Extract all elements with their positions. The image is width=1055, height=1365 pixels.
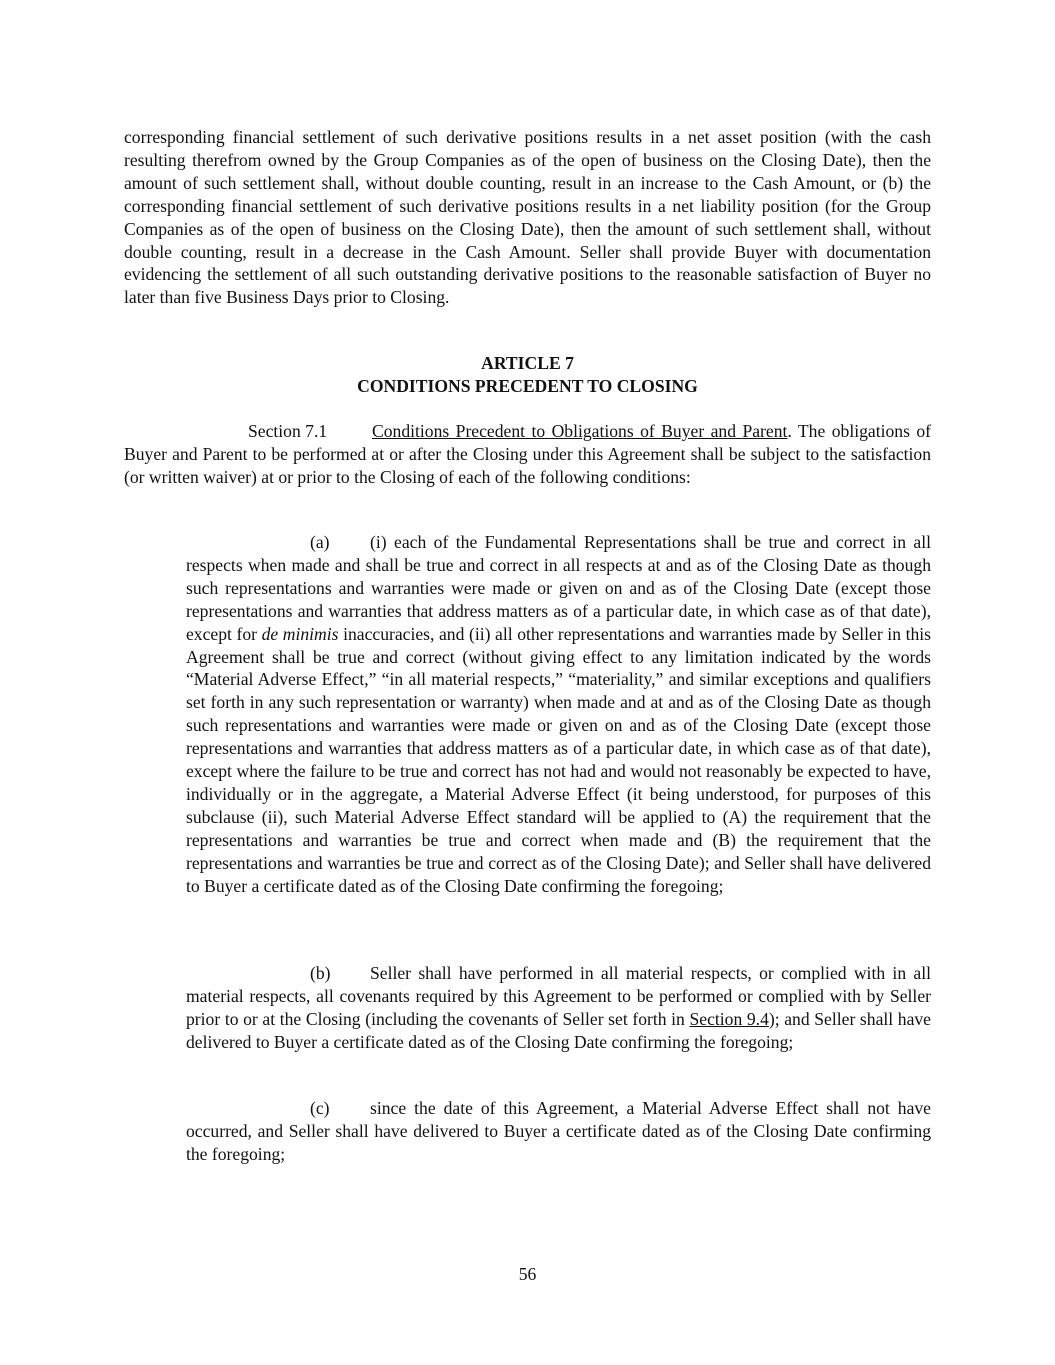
section-title: Conditions Precedent to Obligations of Buyer and Parent [372, 421, 788, 441]
clause-a-label: (a) [310, 532, 330, 552]
clause-a [186, 531, 931, 898]
clause-b-text-1: Seller shall have performed in all material respects, or complied with in all material respects, all covenants required by this Agreement to be performed or complied with by Seller prior to or at the Closing (including the covenants of Seller set forth in [186, 963, 931, 1029]
opening-paragraph [124, 126, 931, 309]
clause-a-italic: de minimis [261, 623, 339, 644]
clause-a-text-2: inaccuracies, and (ii) all other representations and warranties made by Seller in this Agreement shall be true and correct (without giving effect to any limitation indicated by the words “Material Adverse Effect,” “in all material respects,” “materiality,” and similar exceptions and qualifiers set forth in any such representation or warranty) when made and at and as of the Closing Date as though such representations and warranties were made or given on and as of the Closing Date (except those representations and warranties that address matters as of a particular date, in which case as of that date), except where the failure to be true and correct has not had and would not reasonably be expected to have, individually or in the aggregate, a Material Adverse Effect (it being understood, for purposes of this subclause (ii), such Material Adverse Effect standard will be applied to (A) the requirement that the representations and warranties be true and correct when made and (B) the requirement that the representations and warranties be true and correct as of the Closing Date); and Seller shall have delivered to Buyer a certificate dated as of the Closing Date confirming the foregoing; [186, 623, 931, 896]
clause-c-label: (c) [310, 1098, 330, 1118]
section-9-4-link[interactable]: Section 9.4 [689, 1008, 769, 1029]
opening-paragraph-text: corresponding financial settlement of such derivative positions results in a net asset position (with the cash resulting therefrom owned by the Group Companies as of the open of business on the Closing Date), then the amount of such settlement shall, without double counting, result in an increase to the Cash Amount, or (b) the corresponding financial settlement of such derivative positions results in a net liability position (for the Group Companies as of the open of business on the Closing Date), then the amount of such settlement shall, without double counting, result in a decrease in the Cash Amount. Seller shall provide Buyer with documentation evidencing the settlement of all such outstanding derivative positions to the reasonable satisfaction of Buyer no later than five Business Days prior to Closing. [124, 127, 931, 308]
clause-b-text-2: ); and Seller shall have delivered to Buyer a certificate dated as of the Closing Date confirming the foregoing; [186, 1008, 931, 1052]
section-7-1-paragraph [124, 420, 931, 489]
article-title: CONDITIONS PRECEDENT TO CLOSING [357, 376, 698, 396]
section-number: Section 7.1 [248, 421, 328, 441]
clause-c [186, 1097, 931, 1166]
section-body: . The obligations of Buyer and Parent to be performed at or after the Closing under this Agreement shall be subject to the satisfaction (or written waiver) at or prior to the Closing of each of the following conditions: [124, 421, 932, 487]
clause-b-label: (b) [310, 963, 331, 983]
clause-b [186, 962, 931, 1054]
clause-c-text: since the date of this Agreement, a Material Adverse Effect shall not have occurred, and Seller shall have delivered to Buyer a certificate dated as of the Closing Date confirming the foregoing; [186, 1098, 931, 1164]
page-number: 56 [518, 1264, 537, 1284]
clause-a-text-1: (i) each of the Fundamental Representations shall be true and correct in all respects when made and shall be true and correct in all respects at and as of the Closing Date as though such representations and warranties were made or given on and as of the Closing Date (except those representations and warranties that address matters as of a particular date, in which case as of that date), except for [186, 532, 931, 644]
article-number: ARTICLE 7 [481, 353, 574, 373]
